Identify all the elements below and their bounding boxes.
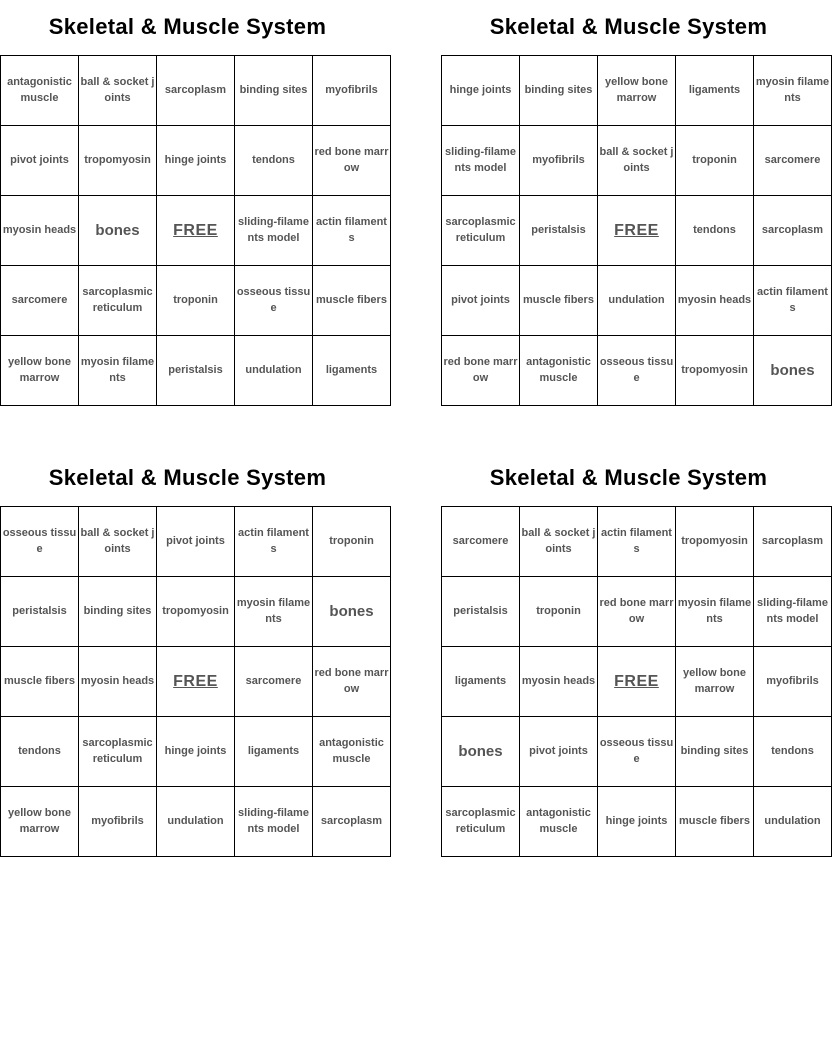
grid-cell: undulation <box>598 266 676 336</box>
grid-cell: binding sites <box>235 56 313 126</box>
grid-cell: myosin filaments <box>235 577 313 647</box>
grid-cell: actin filaments <box>598 507 676 577</box>
grid-cell: sarcoplasmic reticulum <box>442 787 520 857</box>
grid-cell: pivot joints <box>520 717 598 787</box>
grid-cell: tropomyosin <box>157 577 235 647</box>
grid-cell: ligaments <box>235 717 313 787</box>
grid-cell: sliding-filaments model <box>235 787 313 857</box>
bingo-grid <box>0 55 391 406</box>
grid-cell: red bone marrow <box>598 577 676 647</box>
grid-cell: red bone marrow <box>313 126 391 196</box>
grid-cell: bones <box>79 196 157 266</box>
grid-cell: tendons <box>235 126 313 196</box>
grid-cell: actin filaments <box>313 196 391 266</box>
grid-cell: sarcoplasmic reticulum <box>442 196 520 266</box>
grid-cell: muscle fibers <box>313 266 391 336</box>
grid-cell: sarcoplasm <box>157 56 235 126</box>
bingo-card-1 <box>0 0 389 406</box>
grid-row <box>1 56 391 126</box>
grid-cell: myosin filaments <box>754 56 832 126</box>
grid-cell: binding sites <box>676 717 754 787</box>
grid-cell: muscle fibers <box>520 266 598 336</box>
grid-cell: undulation <box>157 787 235 857</box>
grid-cell: antagonistic muscle <box>520 787 598 857</box>
free-cell: FREE <box>157 196 235 266</box>
grid-row <box>1 717 391 787</box>
grid-cell: myosin heads <box>520 647 598 717</box>
grid-cell: actin filaments <box>235 507 313 577</box>
grid-row <box>1 647 391 717</box>
grid-cell: sarcomere <box>442 507 520 577</box>
grid-row <box>1 126 391 196</box>
grid-cell: osseous tissue <box>598 336 676 406</box>
grid-cell: hinge joints <box>157 717 235 787</box>
card-title: Skeletal & Muscle System <box>489 465 768 490</box>
card-title: Skeletal & Muscle System <box>48 14 327 39</box>
grid-cell: troponin <box>313 507 391 577</box>
grid-cell: bones <box>754 336 832 406</box>
grid-cell: myosin filaments <box>79 336 157 406</box>
grid-cell: tendons <box>676 196 754 266</box>
bingo-card-4 <box>441 451 828 857</box>
bingo-grid <box>0 506 391 857</box>
grid-cell: bones <box>442 717 520 787</box>
grid-cell: pivot joints <box>1 126 79 196</box>
bingo-card-2 <box>441 0 830 406</box>
grid-cell: tendons <box>754 717 832 787</box>
grid-cell: hinge joints <box>442 56 520 126</box>
grid-cell: antagonistic muscle <box>1 56 79 126</box>
grid-cell: binding sites <box>520 56 598 126</box>
grid-cell: myosin heads <box>79 647 157 717</box>
grid-row <box>1 266 391 336</box>
bingo-grid <box>441 506 832 857</box>
grid-cell: myofibrils <box>79 787 157 857</box>
grid-cell: myofibrils <box>313 56 391 126</box>
grid-cell: sarcomere <box>1 266 79 336</box>
grid-cell: ligaments <box>313 336 391 406</box>
grid-cell: hinge joints <box>157 126 235 196</box>
grid-cell: yellow bone marrow <box>1 787 79 857</box>
grid-cell: sarcoplasm <box>313 787 391 857</box>
grid-cell: antagonistic muscle <box>520 336 598 406</box>
grid-cell: pivot joints <box>157 507 235 577</box>
grid-cell: antagonistic muscle <box>313 717 391 787</box>
grid-cell: sarcoplasm <box>754 196 832 266</box>
grid-cell: bones <box>313 577 391 647</box>
free-cell: FREE <box>157 647 235 717</box>
grid-row <box>442 126 832 196</box>
grid-row <box>1 336 391 406</box>
grid-cell: ball & socket joints <box>79 507 157 577</box>
grid-row <box>442 266 832 336</box>
grid-cell: actin filaments <box>754 266 832 336</box>
grid-cell: osseous tissue <box>598 717 676 787</box>
grid-cell: troponin <box>520 577 598 647</box>
grid-cell: binding sites <box>79 577 157 647</box>
grid-cell: red bone marrow <box>442 336 520 406</box>
grid-cell: tropomyosin <box>676 336 754 406</box>
grid-cell: myosin heads <box>676 266 754 336</box>
bingo-grid <box>441 55 832 406</box>
grid-row <box>442 577 832 647</box>
grid-cell: yellow bone marrow <box>1 336 79 406</box>
free-cell: FREE <box>598 196 676 266</box>
grid-cell: tendons <box>1 717 79 787</box>
grid-cell: osseous tissue <box>1 507 79 577</box>
grid-cell: sarcomere <box>235 647 313 717</box>
card-title: Skeletal & Muscle System <box>489 14 768 39</box>
grid-row <box>442 507 832 577</box>
grid-cell: sliding-filaments model <box>442 126 520 196</box>
grid-cell: undulation <box>754 787 832 857</box>
grid-cell: muscle fibers <box>1 647 79 717</box>
grid-cell: ball & socket joints <box>79 56 157 126</box>
grid-row <box>442 717 832 787</box>
grid-cell: troponin <box>157 266 235 336</box>
grid-cell: sarcomere <box>754 126 832 196</box>
grid-cell: sliding-filaments model <box>754 577 832 647</box>
grid-row <box>1 196 391 266</box>
grid-row <box>442 647 832 717</box>
grid-cell: tropomyosin <box>79 126 157 196</box>
grid-cell: hinge joints <box>598 787 676 857</box>
grid-cell: undulation <box>235 336 313 406</box>
grid-row <box>442 56 832 126</box>
grid-cell: sliding-filaments model <box>235 196 313 266</box>
grid-cell: yellow bone marrow <box>598 56 676 126</box>
grid-cell: ligaments <box>442 647 520 717</box>
card-title: Skeletal & Muscle System <box>48 465 327 490</box>
grid-cell: peristalsis <box>520 196 598 266</box>
bingo-card-3 <box>0 451 389 857</box>
free-cell: FREE <box>598 647 676 717</box>
grid-cell: red bone marrow <box>313 647 391 717</box>
grid-cell: peristalsis <box>157 336 235 406</box>
grid-cell: muscle fibers <box>676 787 754 857</box>
grid-cell: ball & socket joints <box>520 507 598 577</box>
grid-row <box>442 336 832 406</box>
grid-row <box>442 196 832 266</box>
grid-cell: osseous tissue <box>235 266 313 336</box>
grid-cell: troponin <box>676 126 754 196</box>
grid-cell: myosin filaments <box>676 577 754 647</box>
grid-cell: myofibrils <box>754 647 832 717</box>
grid-cell: ligaments <box>676 56 754 126</box>
grid-row <box>442 787 832 857</box>
grid-cell: sarcoplasmic reticulum <box>79 266 157 336</box>
grid-row <box>1 577 391 647</box>
grid-cell: yellow bone marrow <box>676 647 754 717</box>
grid-cell: myosin heads <box>1 196 79 266</box>
grid-cell: tropomyosin <box>676 507 754 577</box>
grid-cell: pivot joints <box>442 266 520 336</box>
grid-cell: sarcoplasm <box>754 507 832 577</box>
grid-cell: myofibrils <box>520 126 598 196</box>
grid-row <box>1 787 391 857</box>
grid-cell: peristalsis <box>442 577 520 647</box>
grid-cell: peristalsis <box>1 577 79 647</box>
grid-cell: ball & socket joints <box>598 126 676 196</box>
grid-row <box>1 507 391 577</box>
grid-cell: sarcoplasmic reticulum <box>79 717 157 787</box>
